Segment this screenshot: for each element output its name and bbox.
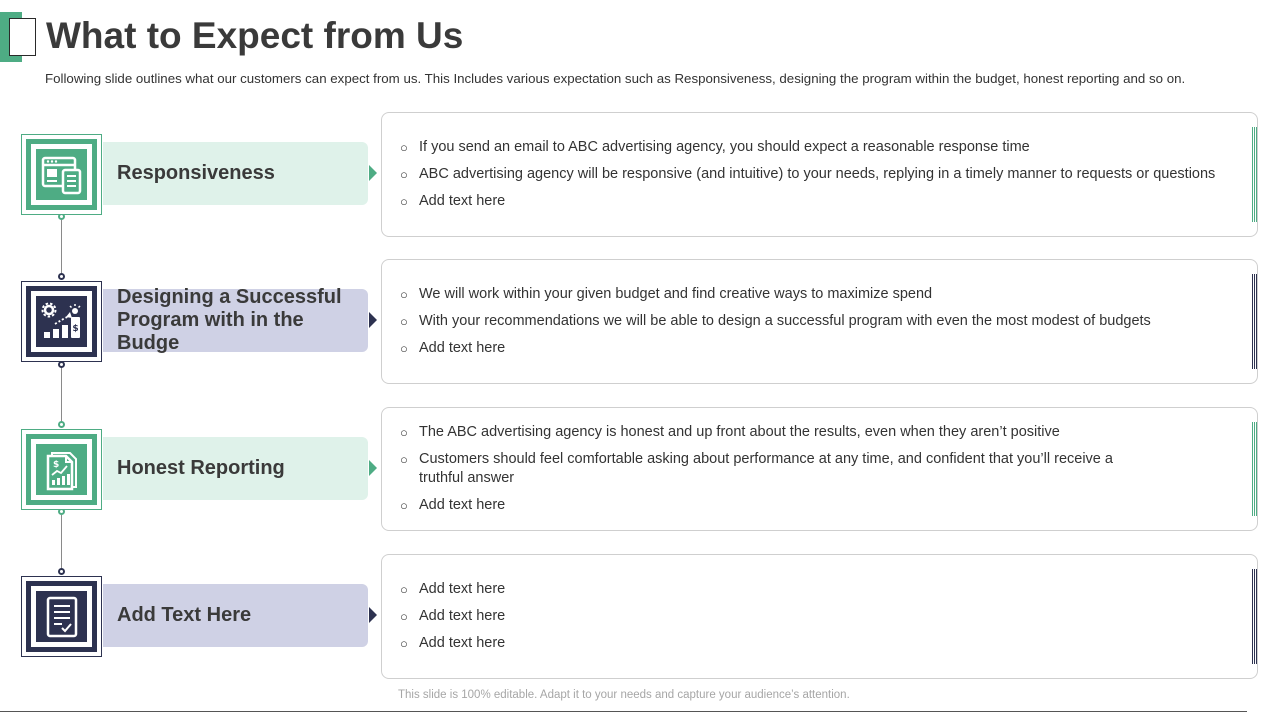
checklist-icon: [45, 596, 79, 638]
list-item: ○ Add text here: [400, 608, 506, 624]
page-title: What to Expect from Us: [46, 15, 464, 56]
list-item: ○ If you send an email to ABC advertising agency, you should expect a reasonable response time: [400, 139, 1030, 155]
list-item: ○ Add text here: [400, 635, 506, 651]
financial-report-icon: [42, 449, 82, 491]
arrow-pointer: [369, 460, 377, 476]
list-item: ○ With your recommendations we will be able to design a successful program with even the most modest of budgets: [400, 313, 1151, 329]
row-label-reporting: Honest Reporting: [103, 437, 368, 500]
timeline-dot: [58, 361, 65, 368]
web-layout-icon: [41, 155, 83, 195]
list-item: ○ Add text here: [400, 340, 506, 356]
row-label-budget: Designing a Successful Program with in the Budge: [103, 289, 368, 352]
timeline-connector: [61, 515, 62, 570]
list-item: ○ Customers should feel comfortable asking about performance at any time, and confident that you’ll receive a truthful answer: [400, 451, 1113, 486]
list-item: ○ Add text here: [400, 497, 506, 513]
list-item: ○ Add text here: [400, 193, 506, 209]
responsiveness-icon-frame: [21, 134, 102, 215]
timeline-connector: [61, 367, 62, 423]
timeline-connector: [61, 220, 62, 275]
list-item: ○ Add text here: [400, 581, 506, 597]
arrow-pointer: [369, 607, 377, 623]
svg-text:$: $: [52, 459, 59, 470]
list-item: ○ We will work within your given budget and find creative ways to maximize spend: [400, 286, 933, 302]
svg-text:$: $: [71, 323, 79, 334]
budget-icon-frame: [21, 281, 102, 362]
list-item: ○ The ABC advertising agency is honest and up front about the results, even when they aren’t positive: [400, 424, 1060, 440]
card-edge-pattern: [1252, 422, 1257, 516]
reporting-icon-frame: [21, 429, 102, 510]
timeline-dot: [58, 568, 65, 575]
timeline-dot: [58, 421, 65, 428]
card-edge-pattern: [1252, 274, 1257, 369]
row-label-responsiveness: Responsiveness: [103, 142, 368, 205]
add-text-icon-frame: [21, 576, 102, 657]
footer-note: This slide is 100% editable. Adapt it to your needs and capture your audience’s attention.: [398, 689, 850, 701]
detail-card-responsiveness: [381, 112, 1258, 237]
arrow-pointer: [369, 165, 377, 181]
card-edge-pattern: [1252, 569, 1257, 664]
card-edge-pattern: [1252, 127, 1257, 222]
detail-card-add-text: [381, 554, 1258, 679]
page-subtitle: Following slide outlines what our customers can expect from us. This Includes various expectation such as Responsiveness, designing the program within the budget, honest reporting and so on.: [45, 71, 1186, 86]
detail-card-reporting: [381, 407, 1258, 531]
bottom-divider: [0, 711, 1247, 712]
detail-card-budget: [381, 259, 1258, 384]
row-label-add-text: Add Text Here: [103, 584, 368, 647]
title-accent-box: [9, 18, 36, 56]
budget-growth-icon: [41, 302, 83, 342]
list-item: ○ ABC advertising agency will be responsive (and intuitive) to your needs, replying in a timely manner to requests or questions: [400, 166, 1216, 182]
timeline-dot: [58, 273, 65, 280]
arrow-pointer: [369, 312, 377, 328]
